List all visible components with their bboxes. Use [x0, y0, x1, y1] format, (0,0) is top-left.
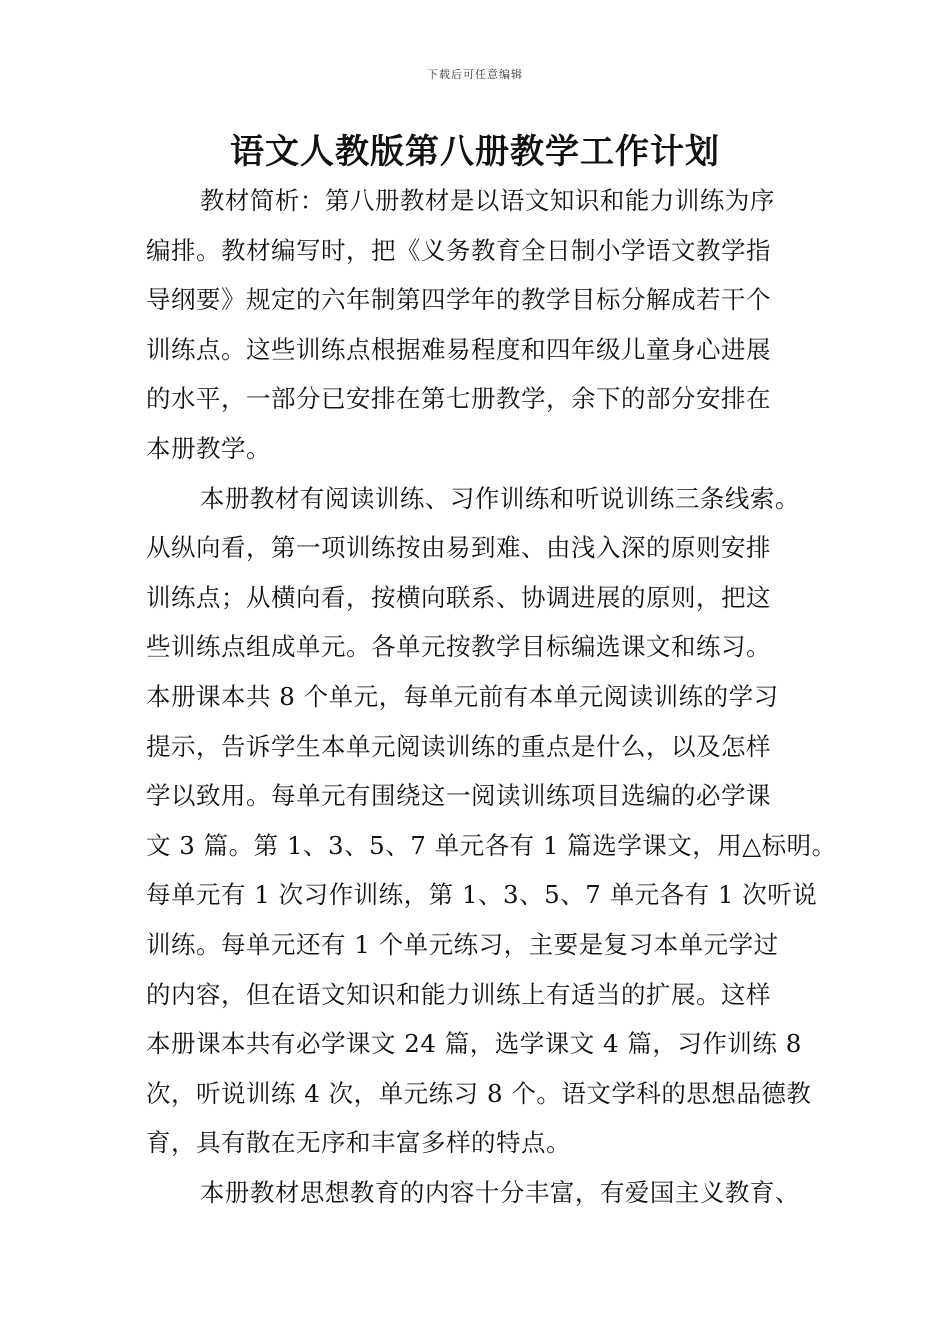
paragraph-line: 本册教学。 [146, 433, 271, 463]
paragraph-line: 些训练点组成单元。各单元按教学目标编选课文和练习。 [146, 632, 771, 662]
paragraph-line: 编排。教材编写时，把《义务教育全日制小学语文教学指 [146, 235, 771, 265]
paragraph-line: 本册课本共 8 个单元，每单元前有本单元阅读训练的学习 [146, 681, 779, 711]
paragraph-line: 训练。每单元还有 1 个单元练习，主要是复习本单元学过 [146, 929, 779, 959]
paragraph-line: 本册教材思想教育的内容十分丰富，有爱国主义教育、 [199, 1177, 800, 1207]
paragraph-line: 文 3 篇。第 1、3、5、7 单元各有 1 篇选学课文，用△标明。 [146, 830, 837, 860]
paragraph-line: 的内容，但在语文知识和能力训练上有适当的扩展。这样 [146, 979, 771, 1009]
paragraph-line: 次，听说训练 4 次，单元练习 8 个。语文学科的思想品德教 [146, 1078, 812, 1108]
paragraph-line: 教材简析：第八册教材是以语文知识和能力训练为序 [199, 186, 775, 215]
paragraph-line: 提示，告诉学生本单元阅读训练的重点是什么，以及怎样 [146, 731, 771, 761]
paragraph-line: 学以致用。每单元有围绕这一阅读训练项目选编的必学课 [146, 781, 771, 811]
paragraph-line: 导纲要》规定的六年制第四学年的教学目标分解成若干个 [146, 285, 771, 315]
header-note: 下载后可任意编辑 [427, 68, 523, 81]
paragraph-training-lines [146, 474, 837, 1168]
paragraph-line: 训练点；从横向看，按横向联系、协调进展的原则，把这 [146, 582, 771, 612]
paragraph-line: 从纵向看，第一项训练按由易到难、由浅入深的原则安排 [146, 533, 771, 563]
paragraph-line: 训练点。这些训练点根据难易程度和四年级儿童身心进展 [146, 334, 771, 364]
paragraph-textbook-analysis [146, 176, 826, 474]
document-body [146, 176, 837, 1217]
paragraph-line: 的水平，一部分已安排在第七册教学，余下的部分安排在 [146, 384, 771, 414]
paragraph-ideological-education [146, 1168, 826, 1218]
paragraph-line: 本册教材有阅读训练、习作训练和听说训练三条线索。 [199, 483, 800, 513]
paragraph-line: 本册课本共有必学课文 24 篇，选学课文 4 篇，习作训练 8 [146, 1029, 802, 1059]
document-title: 语文人教版第八册教学工作计划 [230, 132, 720, 172]
paragraph-line: 每单元有 1 次习作训练，第 1、3、5、7 单元各有 1 次听说 [146, 880, 818, 910]
paragraph-line: 育，具有散在无序和丰富多样的特点。 [146, 1128, 571, 1158]
